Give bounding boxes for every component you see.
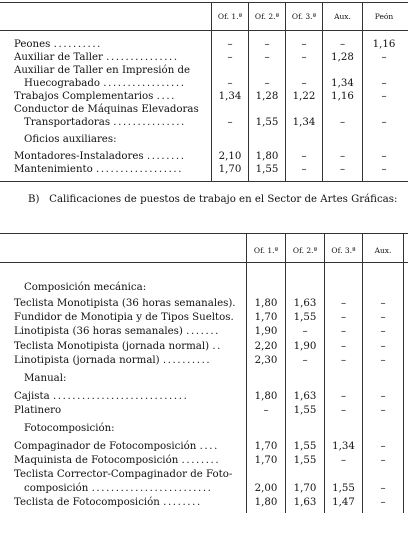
- row-label: Fundidor de Monotipia y de Tipos Sueltos.: [14, 312, 234, 323]
- cell-value: –: [264, 52, 270, 63]
- cell-value: –: [380, 455, 386, 466]
- cell-value: 1,63: [293, 298, 317, 309]
- cell-value: –: [227, 117, 233, 128]
- cell-value: 1,80: [255, 151, 279, 162]
- cell-value: 1,70: [218, 164, 242, 175]
- cell-value: –: [227, 52, 233, 63]
- leader-dots: ............................: [52, 391, 189, 402]
- cell-value: –: [381, 151, 387, 162]
- section-heading: Manual:: [24, 373, 67, 384]
- row-label: Auxiliar de Taller: [14, 52, 103, 63]
- cell-value: 1,22: [292, 91, 316, 102]
- column-divider: [403, 233, 404, 513]
- cell-value: 1,70: [254, 455, 278, 466]
- cell-value: 1,28: [331, 52, 354, 63]
- cell-value: 1,55: [293, 405, 317, 416]
- cell-value: –: [380, 441, 386, 452]
- cell-value: 1,70: [254, 441, 278, 452]
- column-header: Of. 3.ª: [331, 246, 356, 255]
- cell-value: –: [380, 341, 386, 352]
- row-label: Teclista de Fotocomposición: [14, 497, 160, 508]
- section-heading: Oficios auxiliares:: [24, 134, 117, 145]
- cell-value: 2,30: [254, 355, 278, 366]
- cell-value: –: [380, 483, 386, 494]
- cell-value: –: [301, 52, 307, 63]
- cell-value: 1,16: [331, 91, 354, 102]
- cell-value: 1,70: [293, 483, 317, 494]
- row-label: Linotipista (36 horas semanales): [14, 326, 183, 337]
- cell-value: –: [381, 91, 387, 102]
- section-heading: Fotocomposición:: [24, 423, 115, 434]
- cell-value: –: [380, 355, 386, 366]
- leader-dots: ..........: [53, 39, 103, 50]
- cell-value: 1,55: [332, 483, 355, 494]
- cell-value: 1,80: [254, 391, 278, 402]
- row-label: Teclista Corrector-Compaginador de Foto-: [14, 469, 233, 480]
- cell-value: 1,90: [293, 341, 317, 352]
- table-1-header-rule: [0, 30, 408, 31]
- column-header: Of. 2.ª: [254, 12, 280, 21]
- column-divider: [362, 233, 363, 513]
- cell-value: –: [263, 405, 269, 416]
- cell-value: –: [301, 151, 307, 162]
- leader-dots: .................: [103, 78, 186, 89]
- cell-value: 2,10: [218, 151, 242, 162]
- leader-dots: ..: [212, 341, 222, 352]
- leader-dots: ....: [199, 441, 219, 452]
- column-header: Of. 1.ª: [253, 246, 279, 255]
- cell-value: 1,47: [332, 497, 355, 508]
- column-header: Of. 2.ª: [292, 246, 318, 255]
- cell-value: –: [380, 405, 386, 416]
- column-divider: [285, 233, 286, 513]
- cell-value: –: [381, 78, 387, 89]
- cell-value: 2,00: [254, 483, 278, 494]
- row-label: Montadores-Instaladores: [14, 151, 144, 162]
- row-label-continuation: Transportadoras: [24, 117, 111, 128]
- leader-dots: ........: [181, 455, 221, 466]
- cell-value: –: [302, 326, 308, 337]
- leader-dots: ...............: [106, 52, 179, 63]
- cell-value: 1,63: [293, 391, 317, 402]
- cell-value: –: [301, 164, 307, 175]
- row-label: Teclista Monotipista (36 horas semanales).: [14, 298, 236, 309]
- cell-value: –: [264, 39, 270, 50]
- cell-value: 1,70: [254, 312, 278, 323]
- row-label: Trabajos Complementarios: [14, 91, 154, 102]
- cell-value: –: [339, 117, 346, 128]
- column-header: Aux.: [334, 12, 351, 21]
- leader-dots: .......: [186, 326, 221, 337]
- cell-value: 1,80: [254, 298, 278, 309]
- table-2-header-rule: [0, 262, 408, 263]
- cell-value: –: [339, 39, 346, 50]
- cell-value: –: [301, 39, 307, 50]
- cell-value: 1,28: [255, 91, 279, 102]
- table-2-top-rule: [0, 233, 408, 234]
- row-label: Compaginador de Fotocomposición: [14, 441, 197, 452]
- leader-dots: ...............: [113, 117, 186, 128]
- cell-value: 1,34: [292, 117, 316, 128]
- leader-dots: ........: [163, 497, 202, 508]
- cell-value: 2,20: [254, 341, 278, 352]
- row-label: Cajista: [14, 391, 50, 402]
- column-divider: [324, 233, 325, 513]
- cell-value: –: [381, 164, 387, 175]
- cell-value: 1,34: [332, 441, 355, 452]
- cell-value: 1,90: [254, 326, 278, 337]
- cell-value: 1,63: [293, 497, 317, 508]
- cell-value: 1,55: [293, 441, 317, 452]
- row-label: Peones: [14, 39, 51, 50]
- leader-dots: ..................: [96, 164, 184, 175]
- cell-value: –: [340, 355, 347, 366]
- cell-value: –: [340, 341, 347, 352]
- cell-value: 1,55: [255, 117, 279, 128]
- leader-dots: ....: [156, 91, 177, 102]
- cell-value: –: [301, 78, 307, 89]
- row-label: Linotipista (jornada normal): [14, 355, 160, 366]
- row-label: Mantenimiento: [14, 164, 93, 175]
- section-b-caption: B) Calificaciones de puestos de trabajo en el Sector de Artes Gráficas:: [28, 194, 398, 205]
- cell-value: –: [380, 312, 386, 323]
- cell-value: –: [227, 78, 233, 89]
- column-header: Aux.: [374, 246, 392, 255]
- cell-value: –: [264, 78, 270, 89]
- cell-value: –: [340, 455, 347, 466]
- cell-value: –: [380, 298, 386, 309]
- cell-value: –: [302, 355, 308, 366]
- leader-dots: .........................: [91, 483, 213, 494]
- row-label: Maquinista de Fotocomposición: [14, 455, 179, 466]
- cell-value: –: [340, 312, 347, 323]
- row-label: Auxiliar de Taller en Impresión de: [14, 65, 191, 76]
- column-divider: [246, 233, 247, 513]
- column-header: Peón: [374, 12, 394, 21]
- cell-value: 1,55: [293, 312, 317, 323]
- cell-value: –: [380, 326, 386, 337]
- column-header: Of. 1.ª: [217, 12, 243, 21]
- cell-value: –: [340, 298, 347, 309]
- leader-dots: ..........: [162, 355, 212, 366]
- cell-value: 1,55: [255, 164, 279, 175]
- cell-value: –: [339, 151, 346, 162]
- table-1-bottom-rule: [0, 181, 408, 182]
- cell-value: –: [380, 497, 386, 508]
- cell-value: 1,16: [372, 39, 396, 50]
- section-heading: Composición mecánica:: [24, 282, 147, 293]
- row-label: Conductor de Máquinas Elevadoras: [14, 104, 199, 115]
- cell-value: 1,34: [218, 91, 242, 102]
- cell-value: –: [339, 164, 346, 175]
- table-1-top-rule: [0, 2, 408, 3]
- cell-value: 1,80: [254, 497, 278, 508]
- leader-dots: ........: [146, 151, 186, 162]
- row-label-continuation: Huecograbado: [24, 78, 101, 89]
- row-label: Platinero: [14, 405, 62, 416]
- row-label-continuation: composición: [24, 483, 89, 494]
- cell-value: 1,55: [293, 455, 317, 466]
- cell-value: –: [227, 39, 233, 50]
- row-label: Teclista Monotipista (jornada normal): [14, 341, 210, 352]
- cell-value: –: [381, 52, 387, 63]
- cell-value: –: [380, 391, 386, 402]
- cell-value: –: [340, 391, 347, 402]
- column-header: Of. 3.ª: [291, 12, 317, 21]
- cell-value: –: [340, 326, 347, 337]
- cell-value: 1,34: [331, 78, 354, 89]
- cell-value: –: [340, 405, 347, 416]
- cell-value: –: [381, 117, 387, 128]
